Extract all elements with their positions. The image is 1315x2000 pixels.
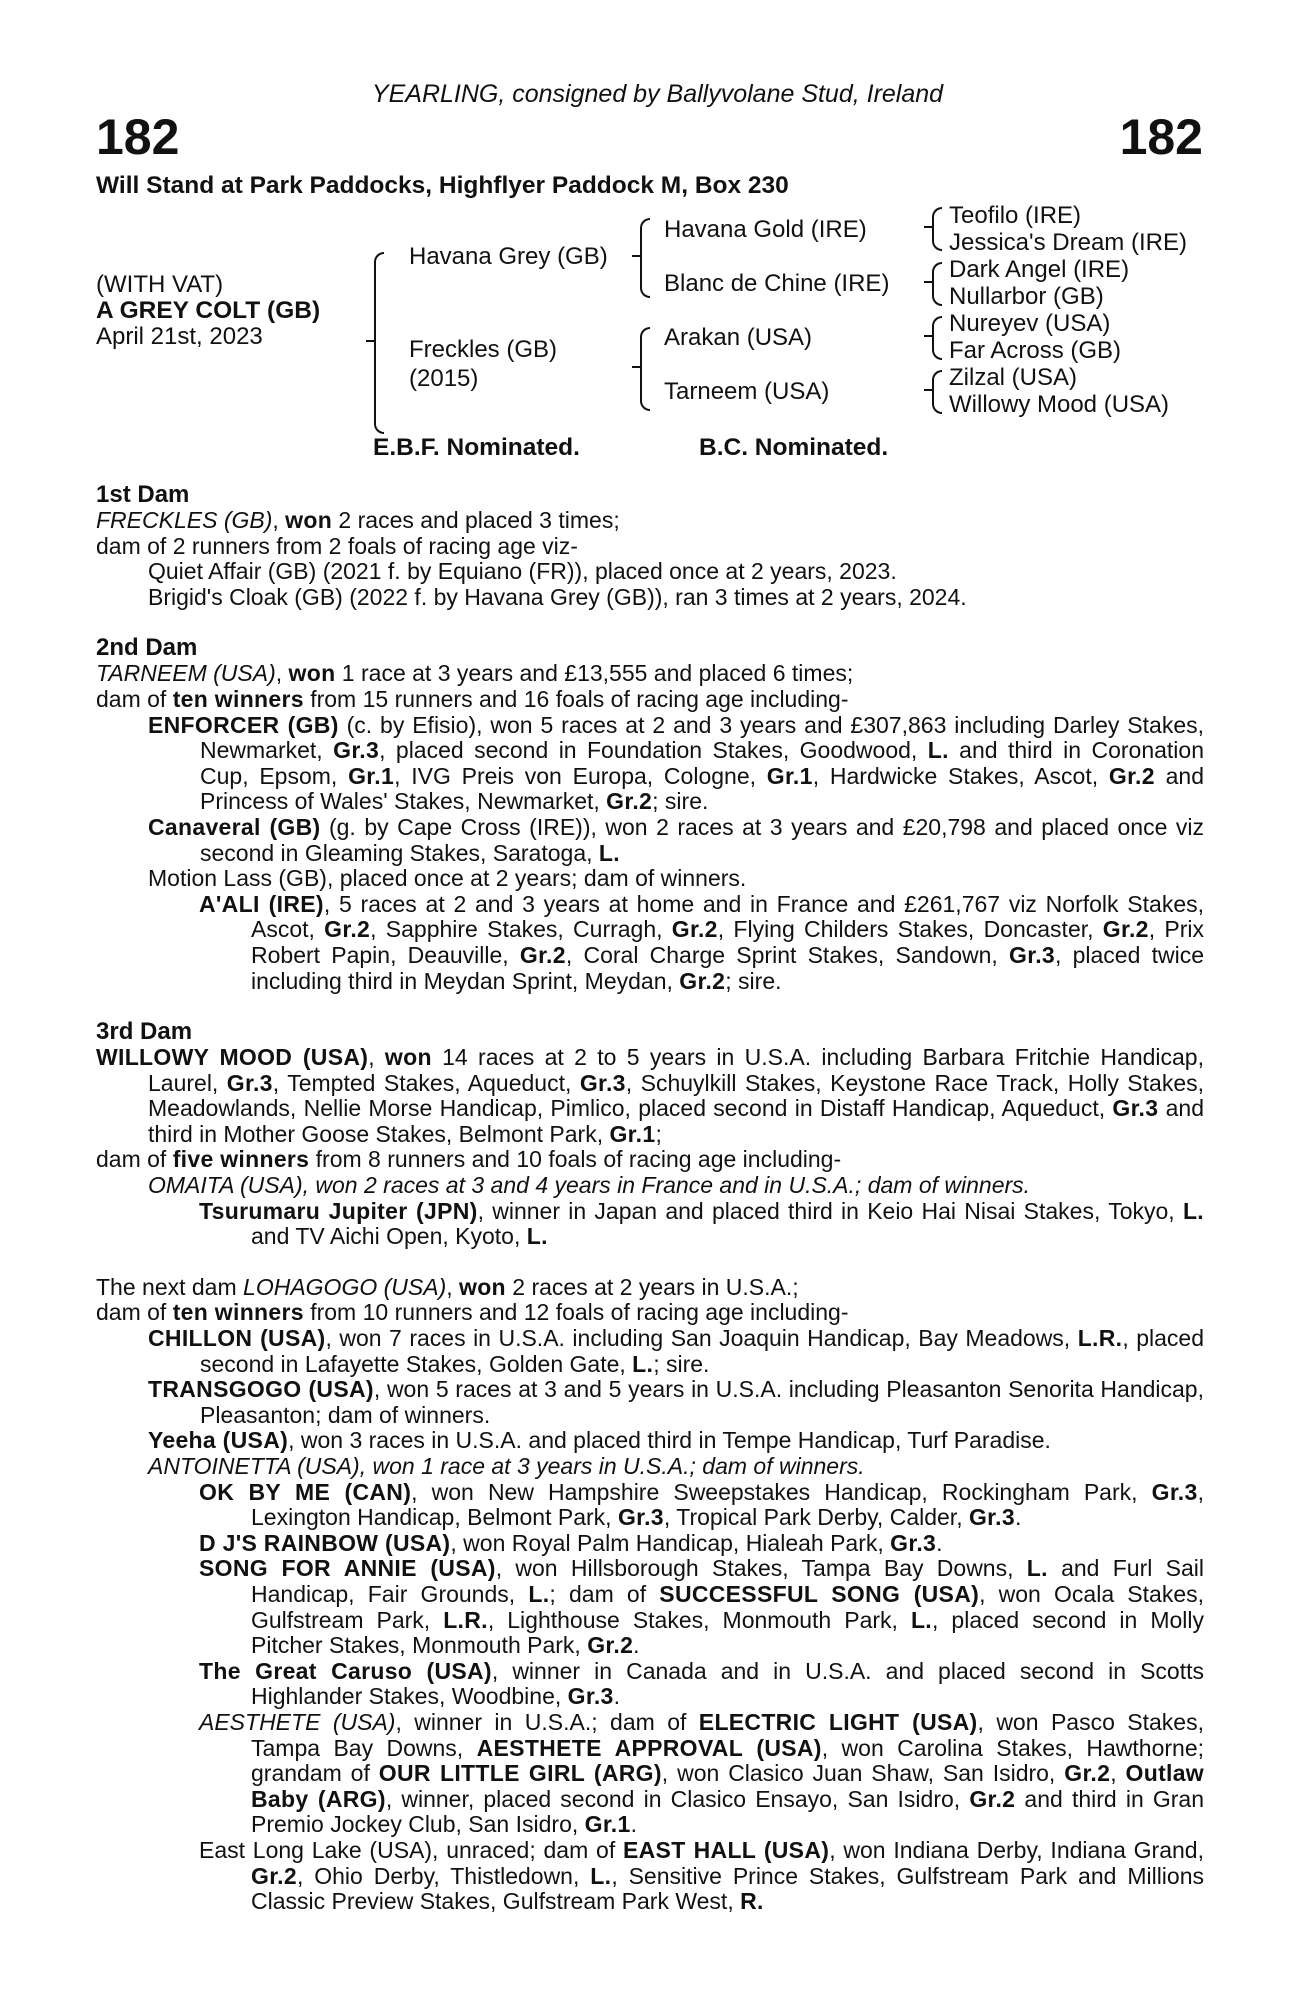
text: . xyxy=(630,1811,637,1838)
text: , placed twice including third in Meydan Sprint, Meydan, xyxy=(251,941,1204,994)
next-dam-produce-summary xyxy=(96,1300,1204,1326)
text: , Lighthouse Stakes, Monmouth Park, xyxy=(487,1606,911,1633)
horse-song-for-annie: SONG FOR ANNIE (USA) xyxy=(199,1555,496,1582)
horse-east-hall: EAST HALL (USA) xyxy=(623,1836,830,1863)
grade: L. xyxy=(1182,1197,1204,1224)
text: , Ohio Derby, Thistledown, xyxy=(296,1862,591,1889)
winners-count: ten winners xyxy=(172,1299,304,1326)
text: 14 races at 2 to 5 years in U.S.A. including Barbara Fritchie Handicap, Laurel, xyxy=(148,1044,1204,1096)
horse-antoinetta: ANTOINETTA (USA) xyxy=(148,1453,360,1479)
brace-main-tip xyxy=(366,340,374,342)
grade: Gr.2 xyxy=(671,916,718,943)
text: . xyxy=(613,1683,621,1710)
next-dam-line xyxy=(96,1275,1204,1301)
first-dam-name: FRECKLES (GB) xyxy=(96,507,273,533)
grade: Gr.2 xyxy=(969,1785,1016,1812)
horse-yeeha: Yeeha (USA) xyxy=(148,1427,289,1454)
brace-gen3-1 xyxy=(932,207,942,251)
text: from 8 runners and 10 foals of racing age including- xyxy=(309,1146,842,1173)
brace-dam-tip xyxy=(632,366,640,368)
brace-main xyxy=(374,252,384,434)
grade: Gr.2 xyxy=(519,941,566,968)
horse-great-caruso: The Great Caruso (USA) xyxy=(199,1657,492,1684)
text: , IVG Preis von Europa, Cologne, xyxy=(394,762,767,789)
gen3-zilzal: Zilzal (USA) xyxy=(949,364,1078,391)
text: , xyxy=(1110,1760,1126,1787)
text: dam of xyxy=(96,1146,173,1173)
grade: Gr.3 xyxy=(567,1683,614,1710)
won-label: won xyxy=(459,1273,506,1300)
horse-tsurumaru: Tsurumaru Jupiter (JPN) xyxy=(199,1197,478,1224)
text: The next dam xyxy=(96,1273,244,1300)
horse-aesthete: AESTHETE (USA) xyxy=(199,1708,396,1735)
produce-east-long-lake xyxy=(96,1838,1204,1915)
grade: Gr.3 xyxy=(1009,941,1055,968)
text: ; dam of xyxy=(549,1580,660,1607)
second-dam-line: TARNEEM (USA), won 1 race at 3 years and £13,555 and placed 6 times; xyxy=(96,660,854,687)
text: ; sire. xyxy=(652,788,709,815)
vat-note: (WITH VAT) xyxy=(96,271,224,298)
dam-year: (2015) xyxy=(409,365,479,392)
text: , placed second in Foundation Stakes, Goodwood, xyxy=(379,737,928,764)
first-dam-heading: 1st Dam xyxy=(96,481,190,508)
ebf-nominated: E.B.F. Nominated. xyxy=(373,434,580,461)
third-dam-produce-summary xyxy=(96,1147,1204,1173)
dam: Freckles (GB) xyxy=(409,336,558,363)
grade: Gr.2 xyxy=(679,967,726,994)
text: , won Pasco Stakes, Tampa Bay Downs, xyxy=(251,1708,1204,1761)
consignment-line: YEARLING, consigned by Ballyvolane Stud, Ireland xyxy=(371,80,944,108)
spacer xyxy=(96,1250,1204,1275)
horse-aali: A'ALI (IRE) xyxy=(199,890,324,917)
text: , won Clasico Juan Shaw, San Isidro, xyxy=(661,1760,1065,1787)
text: , won 5 races at 3 and 5 years in U.S.A. including Pleasanton Senorita Handicap, Pleasanton; dam of winners. xyxy=(200,1376,1204,1428)
third-dam-heading: 3rd Dam xyxy=(96,1018,193,1046)
second-dam-record: 1 race at 3 years and £13,555 and placed 6 times; xyxy=(335,660,854,687)
gen3-willowy-mood: Willowy Mood (USA) xyxy=(949,391,1170,418)
text: , Lexington Handicap, Belmont Park, xyxy=(251,1478,1204,1531)
grade: Gr.1 xyxy=(609,1120,656,1147)
sire: Havana Grey (GB) xyxy=(409,243,608,270)
second-dam-name: TARNEEM (USA) xyxy=(96,660,276,687)
text: and TV Aichi Open, Kyoto, xyxy=(251,1223,527,1250)
text: , Tropical Park Derby, Calder, xyxy=(663,1504,969,1531)
grade: Gr.2 xyxy=(587,1632,634,1659)
grade: Gr.3 xyxy=(1151,1478,1198,1505)
produce-song-for-annie xyxy=(96,1556,1204,1658)
grade: R. xyxy=(740,1888,764,1915)
text: , Sensitive Prince Stakes, Gulfstream Park and Millions Classic Preview Stakes, Gulfstream Park West, xyxy=(251,1862,1204,1915)
text: . xyxy=(936,1529,943,1556)
produce-enforcer xyxy=(96,713,1204,815)
produce-motion-lass: Motion Lass (GB), placed once at 2 years; dam of winners. xyxy=(148,865,747,892)
lot-number-left: 182 xyxy=(96,109,180,165)
horse-outlaw-baby: Outlaw Baby (ARG) xyxy=(251,1760,1205,1812)
grade: L. xyxy=(632,1350,654,1377)
text: and third in Coronation Cup, Epsom, xyxy=(200,737,1204,789)
bc-nominated: B.C. Nominated. xyxy=(699,434,889,461)
text: , won Royal Palm Handicap, Hialeah Park, xyxy=(450,1529,891,1556)
second-dam-heading: 2nd Dam xyxy=(96,634,198,662)
text: from 15 runners and 16 foals of racing age including- xyxy=(303,685,849,712)
winners-count: ten winners xyxy=(172,685,304,712)
grade: Gr.3 xyxy=(579,1069,626,1096)
text: , Flying Childers Stakes, Doncaster, xyxy=(717,916,1103,943)
brace-gen3-3 xyxy=(932,316,942,360)
grade: Gr.3 xyxy=(890,1529,937,1556)
horse-transgogo: TRANSGOGO (USA) xyxy=(148,1376,374,1403)
stand-location: Will Stand at Park Paddocks, Highflyer Paddock M, Box 230 xyxy=(96,172,789,199)
grade: L.R. xyxy=(443,1606,488,1633)
brace-gen3-2 xyxy=(932,262,942,306)
grade: L. xyxy=(528,1580,550,1607)
text: and third in Mother Goose Stakes, Belmont Park, xyxy=(148,1095,1204,1147)
text: , 5 races at 2 and 3 years at home and in France and £261,767 viz Norfolk Stakes, Ascot, xyxy=(251,890,1204,943)
horse-our-little-girl: OUR LITTLE GIRL (ARG) xyxy=(378,1760,662,1787)
brace-gen3-1-tip xyxy=(924,226,932,228)
produce-canaveral xyxy=(96,815,1204,866)
brace-sire xyxy=(640,218,650,298)
grade: Gr.2 xyxy=(606,788,653,815)
third-dam-line xyxy=(96,1045,1204,1147)
text: , won 3 races in U.S.A. and placed third in Tempe Handicap, Turf Paradise. xyxy=(288,1427,1051,1454)
grade: L. xyxy=(910,1606,932,1633)
text: , winner in Canada and in U.S.A. and placed second in Scotts Highlander Stakes, Woodbine, xyxy=(251,1657,1204,1710)
horse-ok-by-me: OK BY ME (CAN) xyxy=(199,1478,412,1505)
grade: L. xyxy=(927,737,949,764)
text: and third in Gran Premio Jockey Club, San Isidro, xyxy=(251,1785,1205,1838)
grade: Gr.3 xyxy=(968,1504,1015,1531)
horse-enforcer: ENFORCER (GB) xyxy=(148,711,339,738)
text: . xyxy=(1014,1504,1022,1531)
text: , placed second in Lafayette Stakes, Golden Gate, xyxy=(200,1325,1204,1377)
gen3-nureyev: Nureyev (USA) xyxy=(949,310,1111,337)
grade: Gr.2 xyxy=(251,1862,297,1889)
text: 2 races at 2 years in U.S.A.; xyxy=(505,1273,799,1300)
grade: Gr.2 xyxy=(1064,1760,1111,1787)
text: , xyxy=(446,1273,460,1300)
produce-ok-by-me xyxy=(96,1480,1204,1531)
dam-sire: Arakan (USA) xyxy=(664,324,813,351)
text: , won New Hampshire Sweepstakes Handicap, Rockingham Park, xyxy=(411,1478,1152,1505)
grade: Gr.2 xyxy=(1108,762,1155,789)
text: , Tempted Stakes, Aqueduct, xyxy=(272,1069,580,1096)
produce-tsurumaru xyxy=(96,1199,1204,1250)
text: dam of xyxy=(96,685,173,712)
text: ; xyxy=(655,1120,662,1147)
text: , placed second in Molly Pitcher Stakes, Monmouth Park, xyxy=(251,1606,1204,1659)
text: , xyxy=(368,1044,385,1071)
produce-omaita xyxy=(96,1173,1204,1199)
produce-yeeha xyxy=(96,1428,1204,1454)
text: , Schuylkill Stakes, Keystone Race Track, Holly Stakes, Meadowlands, Nellie Morse Handicap, Pimlico, placed second in Distaff Handicap, Aqueduct, xyxy=(148,1069,1204,1122)
text: , winner in U.S.A.; dam of xyxy=(395,1708,699,1735)
produce-great-caruso xyxy=(96,1659,1204,1710)
text: , Coral Charge Sprint Stakes, Sandown, xyxy=(565,941,1010,968)
text: and Princess of Wales' Stakes, Newmarket, xyxy=(200,762,1204,815)
text: , won Carolina Stakes, Hawthorne; grandam of xyxy=(251,1734,1204,1787)
grade: L. xyxy=(1026,1555,1048,1582)
horse-chillon: CHILLON (USA) xyxy=(148,1325,326,1352)
won-label: won xyxy=(285,507,333,533)
grade: Gr.3 xyxy=(226,1069,273,1096)
gen3-teofilo: Teofilo (IRE) xyxy=(949,202,1082,229)
brace-sire-tip xyxy=(632,255,640,257)
horse-successful-song: SUCCESSFUL SONG (USA) xyxy=(659,1580,980,1607)
text: and Furl Sail Handicap, Fair Grounds, xyxy=(251,1555,1204,1607)
produce-transgogo xyxy=(96,1377,1204,1428)
text: (g. by Cape Cross (IRE)), won 2 races at 3 years and £20,798 and placed once viz second in Gleaming Stakes, Saratoga, xyxy=(200,813,1204,866)
produce-aali xyxy=(96,892,1204,994)
text: , won Ocala Stakes, Gulfstream Park, xyxy=(251,1580,1205,1633)
grade: L. xyxy=(526,1223,548,1250)
text: , Prix Robert Papin, Deauville, xyxy=(251,916,1204,968)
produce-aesthete xyxy=(96,1710,1204,1838)
won-label: won xyxy=(384,1044,432,1071)
winners-count: five winners xyxy=(172,1146,310,1173)
text: , won 2 races at 3 and 4 years in France and in U.S.A.; dam of winners. xyxy=(302,1172,1031,1199)
text: , won Indiana Derby, Indiana Grand, xyxy=(829,1836,1204,1863)
grade: L. xyxy=(590,1862,612,1889)
text: (c. by Efisio), won 5 races at 2 and 3 years and £307,863 including Darley Stakes, Newmarket, xyxy=(200,711,1205,764)
text: . xyxy=(633,1632,640,1659)
catalogue-body xyxy=(96,482,1204,1915)
brace-dam xyxy=(640,327,650,411)
third-dam-name: WILLOWY MOOD (USA) xyxy=(96,1044,369,1071)
produce-antoinetta xyxy=(96,1454,1204,1480)
grade: Gr.2 xyxy=(1102,916,1149,943)
grade: Gr.2 xyxy=(324,916,371,943)
produce-item: Brigid's Cloak (GB) (2022 f. by Havana Grey (GB)), ran 3 times at 2 years, 2024. xyxy=(148,583,967,610)
sire-sire: Havana Gold (IRE) xyxy=(664,216,867,243)
grade: Gr.1 xyxy=(584,1811,631,1838)
grade: L.R. xyxy=(1077,1325,1123,1352)
horse-canaveral: Canaveral (GB) xyxy=(148,813,321,840)
horse-dj-rainbow: D J'S RAINBOW (USA) xyxy=(199,1529,451,1556)
text: , won 7 races in U.S.A. including San Joaquin Handicap, Bay Meadows, xyxy=(325,1325,1078,1352)
second-dam-produce-summary xyxy=(96,687,1204,713)
dam-dam: Tarneem (USA) xyxy=(664,378,830,405)
brace-gen3-2-tip xyxy=(924,281,932,283)
first-dam-produce-summary: dam of 2 runners from 2 foals of racing age viz- xyxy=(96,532,578,559)
text: ; sire. xyxy=(725,967,782,994)
brace-gen3-4 xyxy=(932,370,942,414)
text: , winner in Japan and placed third in Keio Hai Nisai Stakes, Tokyo, xyxy=(477,1197,1183,1224)
grade: Gr.3 xyxy=(617,1504,664,1531)
horse-omaita: OMAITA (USA) xyxy=(148,1172,303,1199)
text: , Sapphire Stakes, Curragh, xyxy=(370,916,672,943)
text: , won 1 race at 3 years in U.S.A.; dam of winners. xyxy=(359,1453,865,1479)
horse-aesthete-approval: AESTHETE APPROVAL (USA) xyxy=(476,1734,822,1761)
foaling-date: April 21st, 2023 xyxy=(96,323,263,350)
text: , Hardwicke Stakes, Ascot, xyxy=(812,762,1109,789)
first-dam-record: 2 races and placed 3 times; xyxy=(332,507,620,533)
grade: Gr.1 xyxy=(766,762,813,789)
produce-item: Quiet Affair (GB) (2021 f. by Equiano (FR)), placed once at 2 years, 2023. xyxy=(148,558,897,585)
horse-electric-light: ELECTRIC LIGHT (USA) xyxy=(698,1708,978,1735)
gen3-dark-angel: Dark Angel (IRE) xyxy=(949,256,1130,283)
produce-dj-rainbow xyxy=(96,1531,1204,1557)
grade: Gr.1 xyxy=(348,762,395,789)
text: ; sire. xyxy=(653,1350,710,1377)
won-label: won xyxy=(288,660,336,687)
text: , won Hillsborough Stakes, Tampa Bay Downs, xyxy=(495,1555,1027,1582)
gen3-far-across: Far Across (GB) xyxy=(949,337,1122,364)
produce-chillon xyxy=(96,1326,1204,1377)
gen3-nullarbor: Nullarbor (GB) xyxy=(949,283,1104,310)
grade: L. xyxy=(598,839,620,866)
gen3-jessicas-dream: Jessica's Dream (IRE) xyxy=(949,229,1187,256)
next-dam-name: LOHAGOGO (USA) xyxy=(243,1273,447,1300)
sire-dam: Blanc de Chine (IRE) xyxy=(664,270,890,297)
text: dam of xyxy=(96,1299,173,1326)
lot-number-right: 182 xyxy=(1119,109,1203,165)
text: , winner, placed second in Clasico Ensayo, San Isidro, xyxy=(385,1785,970,1812)
text: East Long Lake (USA), unraced; dam of xyxy=(199,1836,623,1863)
first-dam-line: FRECKLES (GB), won 2 races and placed 3 times; xyxy=(96,507,620,533)
grade: Gr.3 xyxy=(1112,1095,1159,1122)
grade: Gr.3 xyxy=(333,737,380,764)
horse-name: A GREY COLT (GB) xyxy=(96,297,321,324)
brace-gen3-4-tip xyxy=(924,389,932,391)
brace-gen3-3-tip xyxy=(924,335,932,337)
text: from 10 runners and 12 foals of racing age including- xyxy=(303,1299,849,1326)
